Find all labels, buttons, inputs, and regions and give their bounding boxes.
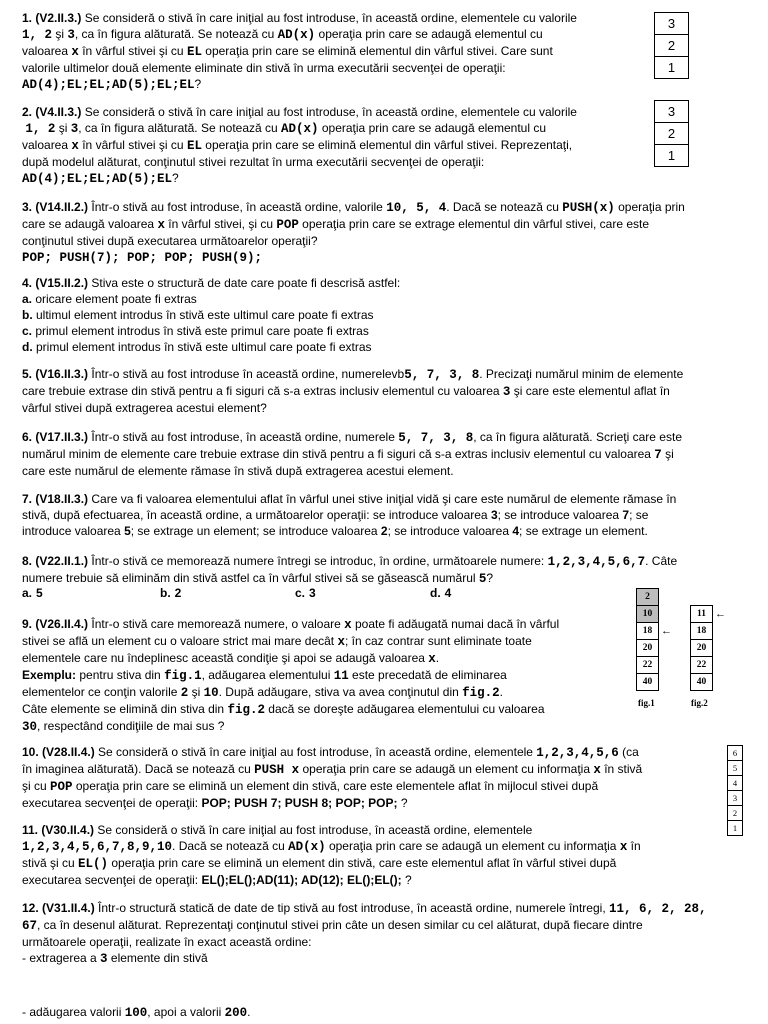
code-text: AD(4);EL;EL;AD(5);EL — [22, 172, 173, 186]
text: . Câte elemente se elimină din stiva din — [22, 685, 503, 716]
text: operaţia prin care se adaugă un element cu informaţia — [299, 762, 594, 776]
text: , ca în figura alăturată. Se notează cu — [78, 121, 282, 135]
stack-figure-fig2 — [690, 605, 727, 691]
text: oricare element poate fi extras — [35, 292, 197, 306]
bold-text: 12. (V31.II.4.) — [22, 901, 95, 915]
code-text: PUSH x — [254, 763, 300, 777]
text: primul element introdus în stivă este ultimul care poate fi extras — [32, 340, 372, 354]
figure-label-fig1: fig.1 — [638, 698, 655, 708]
text: ? — [397, 796, 408, 810]
question-3 — [22, 199, 760, 266]
stack-cell: 2 — [654, 122, 689, 145]
stack-row — [654, 34, 689, 57]
text: . Dacă se notează cu — [172, 839, 289, 853]
option-letter: d. — [430, 586, 441, 600]
text: primul element introdus în stivă este primul care poate fi extras — [35, 324, 369, 338]
text: Într-o stivă au fost introduse în această ordine, numerelevb — [88, 367, 405, 381]
bold-text: 7 — [622, 508, 630, 522]
bold-text: 5 — [124, 524, 131, 538]
bold-text: EL();EL();AD(11); AD(12); EL();EL(); — [201, 873, 402, 887]
text: , apoi a valorii — [147, 1005, 225, 1019]
stack-row — [690, 656, 727, 674]
stack-cell: 1 — [727, 820, 743, 836]
text: este precedată de eliminarea elementelor ce conţin valorile — [22, 668, 507, 699]
code-text: 1,2,3,4,5,6,7,8,9,10 — [22, 840, 173, 854]
code-text: EL — [186, 139, 202, 153]
text: , ca în figura alăturată. Scrieţi care este numărul minim de elemente care trebuie extrase din stivă pentru a fi siguri că s-a extras inclusiv elementul cu valoarea — [22, 430, 682, 461]
text: Într-o stivă care memorează numere, o valoare — [88, 617, 345, 631]
bold-text: 8. (V22.II.1.) — [22, 554, 89, 568]
bold-text: 10. (V28.II.4.) — [22, 745, 95, 759]
code-text: 3 — [100, 952, 108, 966]
question-2 — [22, 104, 760, 187]
option-letter: b. — [160, 586, 171, 600]
stack-cell: 22 — [690, 656, 713, 674]
stack-cell: 3 — [654, 100, 689, 123]
option-letter: c. — [295, 586, 306, 600]
option-letter: a. — [22, 586, 33, 600]
code-text: AD(4);EL;EL;AD(5);EL;EL — [22, 78, 195, 92]
text: , ca în figura alăturată. Se notează cu — [74, 27, 278, 41]
text: operaţia prin care se extrage elementul din vârful stivei, care este conţinutul stivei după executarea următoarelor operaţii? — [22, 217, 650, 248]
stack-cell-removed: 10 — [636, 605, 659, 623]
stack-row — [654, 100, 689, 123]
text: . Dacă se notează cu — [446, 200, 563, 214]
text: şi care este elementul aflat în vârful stivei după extragerea acestui element? — [22, 384, 670, 415]
text: operaţia prin care se elimină elementul din vârful stivei. Care sunt valorile ultimelor două elemente eliminate din stivă în urma executării secvenţei de operaţii: — [22, 44, 553, 75]
code-text: POP — [50, 780, 73, 794]
stack-cell: 40 — [636, 673, 659, 691]
option-value: 4 — [444, 586, 452, 600]
code-text: x — [157, 218, 165, 232]
left-arrow-icon — [713, 606, 727, 622]
text: , adăugarea elementului — [201, 668, 334, 682]
text: în stivă şi cu — [22, 839, 641, 870]
bold-text: 4 — [512, 524, 520, 538]
text: şi — [188, 685, 204, 699]
text: Se consideră o stivă în care iniţial au fost introduse, în această ordine, elementele — [97, 823, 533, 837]
bold-text: 3. (V14.II.2.) — [22, 200, 89, 214]
text: dacă se doreşte adăugarea elementului cu valoarea — [268, 702, 545, 716]
code-text: x — [71, 139, 79, 153]
code-text: 7 — [654, 448, 662, 462]
stack-cell: 11 — [690, 605, 713, 623]
question-4 — [22, 275, 760, 355]
stack-row — [727, 745, 743, 761]
text: Într-o stivă ce memorează numere întregi se introduc, în ordine, următoarele numere: — [88, 554, 548, 568]
stack-row — [654, 144, 689, 167]
text: Care va fi valoarea elementului aflat în vârful unei stive iniţial vidă şi care este numărul de elemente rămase în stivă, după efectuarea, în această ordine, a următoarelor operaţii: se introduce valoarea — [22, 492, 677, 522]
text: operaţia prin care se adaugă elementul cu valoarea — [22, 27, 543, 58]
question-8 — [22, 553, 760, 587]
bold-text: 2 — [380, 524, 388, 538]
stack-row — [727, 775, 743, 791]
bold-text: Exemplu: — [22, 668, 77, 682]
stack-row — [636, 588, 673, 606]
stack-row — [636, 673, 673, 691]
text: ? — [172, 171, 179, 185]
code-text: POP — [276, 218, 299, 232]
text: ? — [486, 571, 494, 585]
code-text: x — [344, 618, 352, 632]
code-text: 11 — [333, 669, 349, 683]
question-5 — [22, 366, 760, 416]
stack-row — [654, 56, 689, 79]
text: operaţia prin care se elimină un element din stivă, care este elementele aflat în mijlocul stivei după executarea secvenţei de operaţii: — [22, 779, 599, 810]
stack-row — [727, 760, 743, 776]
code-text: 100 — [124, 1006, 148, 1020]
code-text: x — [337, 635, 345, 649]
stack-cell: 1 — [654, 144, 689, 167]
text: poate fi adăugată numai dacă în vârful stivei se află un element cu o valoare strict mai mare decât — [22, 617, 560, 648]
text: . Câte numere trebuie să eliminăm din stivă astfel ca în vârful stivei să se găsească numărul — [22, 554, 678, 585]
text: ; se introduce valoarea — [387, 524, 513, 538]
text: operaţia prin care se elimină elementul din vârful stivei. Reprezentaţi, după modelul alăturat, conţinutul stivei rezultat în urma executării secvenţei de operaţii: — [22, 138, 573, 169]
question-1 — [22, 10, 760, 93]
code-text: 3 — [70, 122, 79, 136]
option-value: 2 — [174, 586, 182, 600]
code-text: x — [71, 45, 79, 59]
bold-text: 5. (V16.II.3.) — [22, 367, 89, 381]
bold-text: 11. (V30.II.4.) — [22, 823, 95, 837]
code-text: 67 — [22, 919, 38, 933]
stack-row — [690, 639, 727, 657]
stack-row — [636, 656, 673, 674]
code-text: x — [619, 840, 628, 854]
text: Într-o stivă au fost introduse, în această ordine, numerele — [88, 430, 399, 444]
stack-cell: 5 — [727, 760, 743, 776]
text: , ca în desenul alăturat. Reprezentaţi conţinutul stivei prin câte un desen similar cu cel alăturat, după fiecare dintre următoarele operaţii, realizate în exact această ordine: - extragerea a — [22, 918, 643, 965]
text: în vârful stivei şi cu — [78, 44, 187, 58]
bold-text: POP; PUSH 7; PUSH 8; POP; POP; — [201, 796, 398, 810]
code-text: POP; PUSH(7); POP; POP; PUSH(9); — [22, 251, 263, 265]
stack-figure-fig1 — [636, 588, 673, 691]
text: operaţia prin care se adaugă valoarea — [22, 200, 685, 231]
code-text: 10, 5, 4 — [386, 201, 447, 215]
bold-text: a. — [22, 292, 33, 306]
text: operaţia prin care se adaugă un element cu informaţia — [325, 839, 620, 853]
text: . — [247, 1005, 251, 1019]
question-10 — [22, 744, 760, 811]
stack-row — [690, 622, 727, 640]
option-b — [160, 585, 181, 601]
code-text: AD(x) — [277, 28, 316, 42]
text: Se consideră o stivă în care iniţial au fost introduse, în această ordine, elementele cu valorile — [84, 105, 577, 119]
bold-text: b. — [22, 308, 33, 322]
bold-text: 7. (V18.II.3.) — [22, 492, 89, 506]
stack-cell: 40 — [690, 673, 713, 691]
text: ; se extrage un element. — [519, 524, 648, 538]
code-text: 3 — [67, 28, 75, 42]
option-c — [295, 585, 316, 601]
code-text: 2 — [180, 686, 189, 700]
stack-cell: 1 — [654, 56, 689, 79]
text: ; se introduce valoarea — [497, 508, 623, 522]
text: ; în caz contrar sunt eliminate toate elementele care nu îndeplinesc această condiţie şi apoi se adaugă valoarea — [22, 634, 532, 665]
question-6 — [22, 429, 760, 479]
text: Se consideră o stivă în care iniţial au fost introduse, în această ordine, elementele cu valorile — [84, 11, 577, 25]
bold-text: d. — [22, 340, 33, 354]
text: (ca în imaginea alăturată). Dacă se notează cu — [22, 745, 639, 776]
stack-cell: 18 — [690, 622, 713, 640]
code-text: 200 — [224, 1006, 248, 1020]
text: în vârful stivei, şi cu — [164, 217, 277, 231]
stack-cell: 4 — [727, 775, 743, 791]
text: ? — [194, 77, 202, 91]
stack-figure-q1 — [654, 12, 689, 79]
code-text: 3 — [502, 385, 511, 399]
text: , respectând condiţiile de mai sus ? — [37, 719, 225, 733]
bold-text: 4. (V15.II.2.) — [22, 276, 89, 290]
stack-cell: 2 — [727, 805, 743, 821]
left-arrow-icon — [659, 623, 673, 639]
option-value: 3 — [309, 586, 316, 600]
stack-row — [690, 605, 727, 623]
code-text: x — [428, 652, 436, 666]
stack-row — [636, 605, 673, 623]
code-text: AD(x) — [281, 122, 319, 136]
question-7 — [22, 491, 760, 539]
text: operaţia prin care se adaugă elementul cu valoarea — [22, 121, 547, 152]
code-text: PUSH(x) — [562, 201, 615, 215]
code-text: 5, 7, 3, 8 — [404, 368, 480, 382]
question-12-second-operation — [22, 1004, 760, 1021]
code-text: 1, 2 — [25, 122, 56, 136]
bold-text: 1. (V2.II.3.) — [22, 11, 82, 25]
option-d — [430, 585, 451, 601]
text: în vârful stivei şi cu — [78, 138, 187, 152]
stack-cell: 6 — [727, 745, 743, 761]
stack-cell: 20 — [690, 639, 713, 657]
bold-text: 2. (V4.II.3.) — [22, 105, 82, 119]
code-text: EL() — [78, 857, 109, 871]
text: în stivă şi cu — [22, 762, 643, 793]
bold-text: 3 — [490, 508, 498, 522]
stack-cell: 3 — [727, 790, 743, 806]
stack-figure-q2 — [654, 100, 689, 167]
code-text: 10 — [203, 686, 219, 700]
text: ? — [401, 873, 412, 887]
text: ; se introduce valoarea — [22, 508, 649, 538]
text: ; se extrage un element; se introduce valoarea — [130, 524, 381, 538]
code-text: fig.2 — [462, 686, 500, 700]
code-text: AD(x) — [288, 840, 326, 854]
code-text: 5 — [478, 572, 487, 586]
bold-text: 6. (V17.II.3.) — [22, 430, 89, 444]
bold-text: c. — [22, 324, 33, 338]
code-text: 1, 2 — [22, 28, 53, 42]
text: ultimul element introdus în stivă este ultimul care poate fi extras — [36, 308, 374, 322]
text: şi — [52, 27, 68, 41]
stack-row — [654, 12, 689, 35]
option-a — [22, 585, 43, 601]
stack-cell: 2 — [654, 34, 689, 57]
stack-cell-removed: 2 — [636, 588, 659, 606]
code-text: 30 — [22, 720, 38, 734]
text: . — [435, 651, 440, 665]
stack-cell: 3 — [654, 12, 689, 35]
text: pentru stiva din — [76, 668, 165, 682]
code-text: 5, 7, 3, 8 — [398, 431, 474, 445]
text: Într-o stivă au fost introduse, în această ordine, valorile — [88, 200, 387, 214]
text: . După adăugare, stiva va avea conţinutul din — [218, 685, 463, 699]
stack-row — [690, 673, 727, 691]
code-text: 1,2,3,4,5,6,7 — [547, 555, 646, 569]
stack-cell: 18 — [636, 622, 659, 640]
text: . Precizaţi numărul minim de elemente care trebuie extrase din stivă pentru a fi siguri că s-a extras inclusiv elementul cu valoarea — [22, 367, 684, 398]
code-text: fig.1 — [164, 669, 202, 683]
text: şi care este numărul de elemente rămase în stivă după extragerea acestui element. — [22, 447, 674, 478]
text: Stiva este o structură de date care poate fi descrisă astfel: — [91, 276, 401, 290]
stack-row — [636, 639, 673, 657]
question-12 — [22, 900, 760, 967]
code-text: fig.2 — [227, 703, 265, 717]
figure-label-fig2: fig.2 — [691, 698, 708, 708]
stack-row — [727, 805, 743, 821]
text: şi — [55, 121, 71, 135]
code-text: 1,2,3,4,5,6 — [536, 746, 619, 760]
stack-row — [654, 122, 689, 145]
text: operaţia prin care se elimină un element din stivă, care este elementul aflat în vârful stivei după executarea secvenţei de operaţii: — [22, 856, 617, 887]
stack-row — [727, 790, 743, 806]
stack-cell: 20 — [636, 639, 659, 657]
stack-row — [636, 622, 673, 640]
code-text: 11, 6, 2, 28, — [608, 902, 707, 916]
bold-text: 9. (V26.II.4.) — [22, 617, 89, 631]
text: - adăugarea valorii — [22, 1005, 125, 1019]
stack-cell: 22 — [636, 656, 659, 674]
question-11 — [22, 822, 760, 888]
text: Se consideră o stivă în care iniţial au fost introduse, în această ordine, elementele — [94, 745, 537, 759]
text: Într-o structură statică de date de tip stivă au fost introduse, în această ordine, numerele întregi, — [94, 901, 609, 915]
code-text: EL — [186, 45, 202, 59]
code-text: x — [593, 763, 601, 777]
text: elemente din stivă — [107, 951, 208, 965]
option-value: 5 — [36, 586, 43, 600]
